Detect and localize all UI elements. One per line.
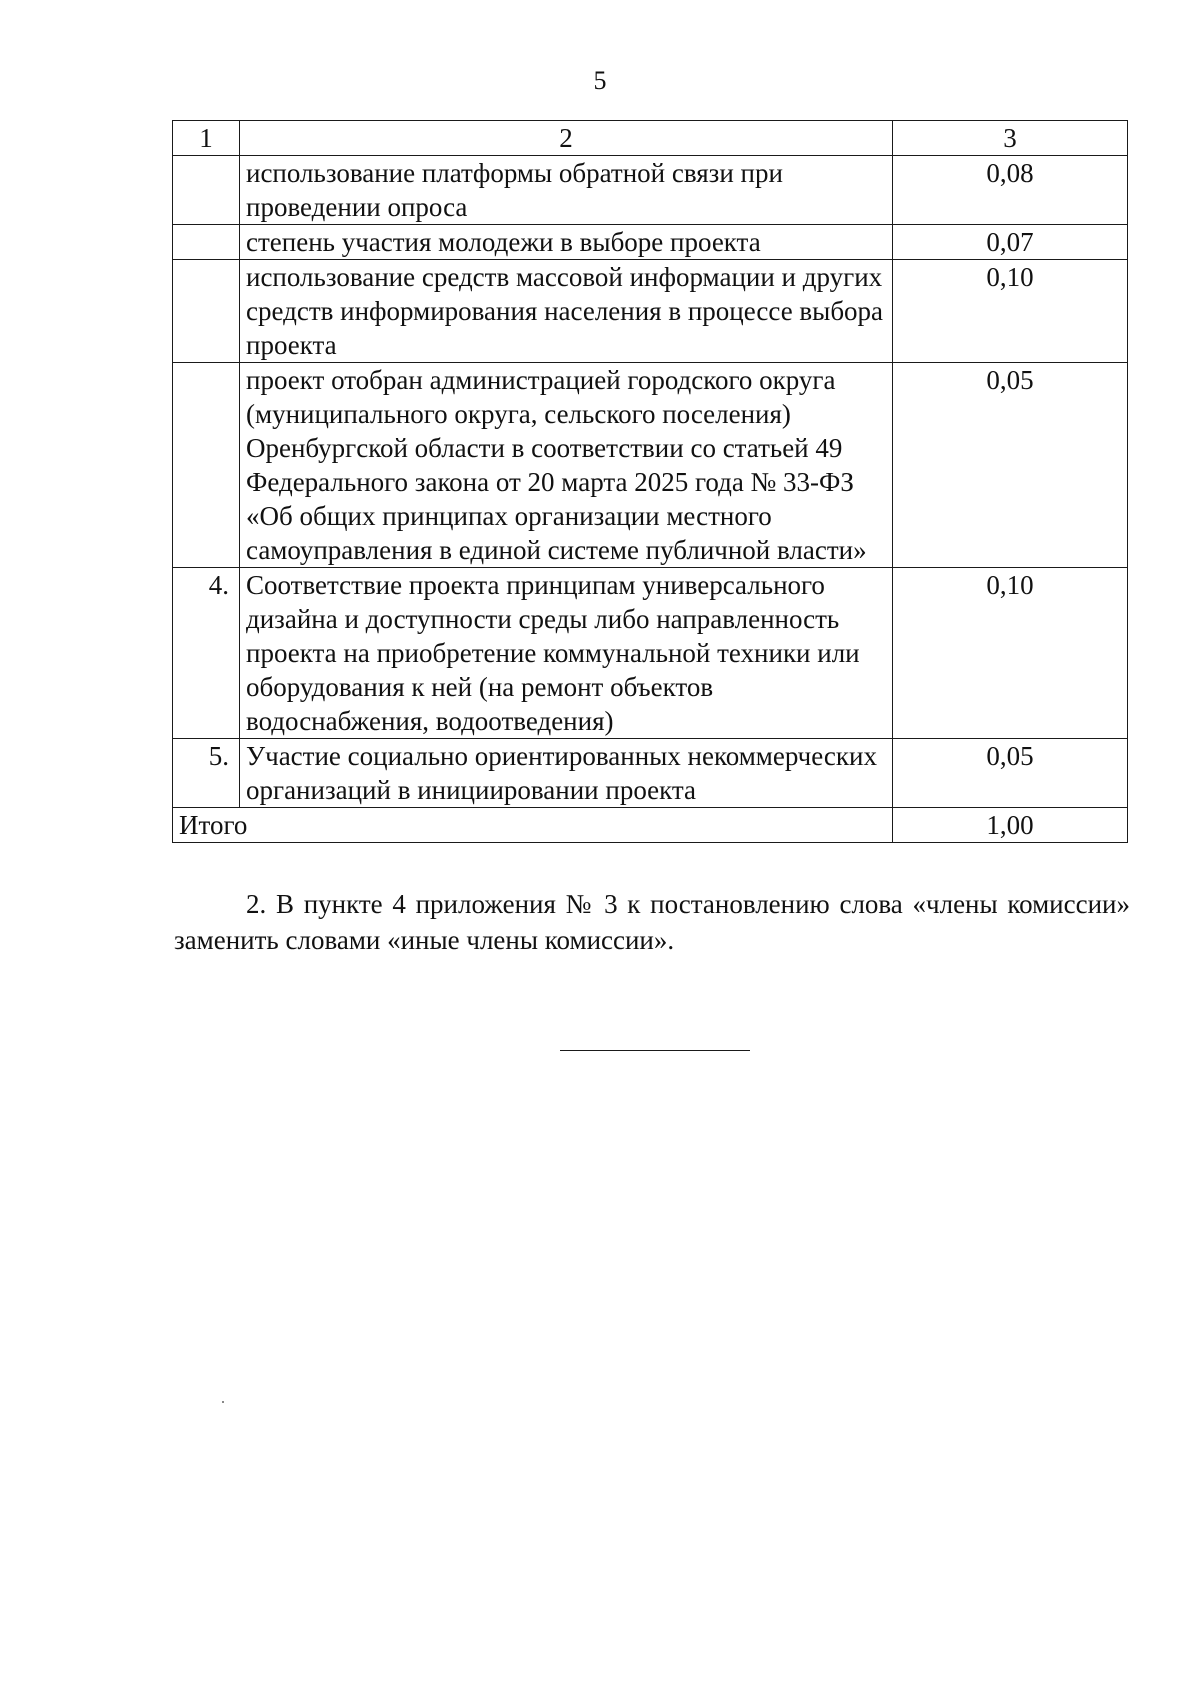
header-cell-1: 1: [173, 121, 240, 156]
table-row: [173, 568, 1128, 739]
criterion-text: Участие социально ориентированных некоммерческих организаций в инициировании проекта: [240, 739, 893, 808]
page-number: 5: [593, 66, 607, 95]
criteria-table: [172, 120, 1128, 843]
weight-value: 0,05: [893, 739, 1128, 808]
total-label: Итого: [173, 808, 893, 843]
table-row: [173, 260, 1128, 363]
table-row: [173, 739, 1128, 808]
row-number-cell: [173, 225, 240, 260]
criterion-text: использование средств массовой информации и других средств информирования населения в процессе выбора проекта: [240, 260, 893, 363]
header-cell-3: 3: [893, 121, 1128, 156]
criterion-text: Соответствие проекта принципам универсального дизайна и доступности среды либо направленность проекта на приобретение коммунальной техники или оборудования к ней (на ремонт объектов водоснабжения, водоотведения): [240, 568, 893, 739]
scan-artifact-dot: [222, 1401, 224, 1403]
table-row: [173, 156, 1128, 225]
criterion-text: использование платформы обратной связи при проведении опроса: [240, 156, 893, 225]
weight-value: 0,05: [893, 363, 1128, 568]
weight-value: 0,08: [893, 156, 1128, 225]
amendment-paragraph: [174, 886, 1130, 958]
row-number-cell: [173, 260, 240, 363]
table-row: [173, 363, 1128, 568]
weight-value: 0,10: [893, 568, 1128, 739]
weight-value: 0,07: [893, 225, 1128, 260]
criterion-text: проект отобран администрацией городского округа (муниципального округа, сельского поселения) Оренбургской области в соответствии со статьей 49 Федерального закона от 20 марта 2025 года № 33-ФЗ «Об общих принципах организации местного самоуправления в единой системе публичной власти»: [240, 363, 893, 568]
criterion-text: степень участия молодежи в выборе проекта: [240, 225, 893, 260]
table-header-row: [173, 121, 1128, 156]
row-number-cell: 4.: [173, 568, 240, 739]
row-number-cell: [173, 156, 240, 225]
header-cell-2: 2: [240, 121, 893, 156]
row-number-cell: 5.: [173, 739, 240, 808]
table-row: [173, 225, 1128, 260]
amendment-text: 2. В пункте 4 приложения № 3 к постановлению слова «члены комиссии» заменить словами «иные члены комиссии».: [174, 889, 1130, 955]
total-row: [173, 808, 1128, 843]
end-separator-line: [560, 1050, 750, 1051]
row-number-cell: [173, 363, 240, 568]
total-value: 1,00: [893, 808, 1128, 843]
weight-value: 0,10: [893, 260, 1128, 363]
